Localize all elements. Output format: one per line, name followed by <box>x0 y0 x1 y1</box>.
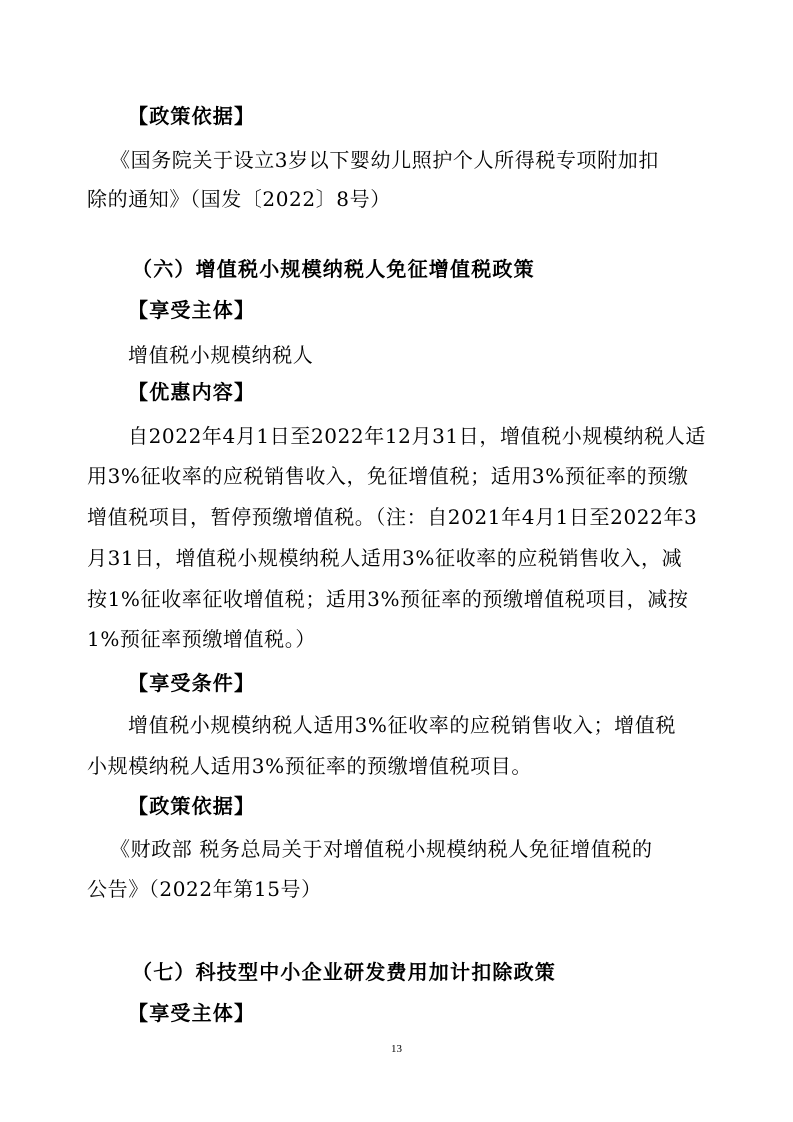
conditions-line-2: 小规模纳税人适用3%预征率的预缴增值税项目。 <box>87 754 532 778</box>
basis-heading: 【政策依据】 <box>128 794 256 818</box>
benefit-content-line-1: 自2022年4月1日至2022年12月31日，增值税小规模纳税人适 <box>128 424 706 448</box>
section-7-beneficiary-heading: 【享受主体】 <box>128 1001 256 1025</box>
policy-basis-heading: 【政策依据】 <box>128 104 256 128</box>
beneficiary-heading: 【享受主体】 <box>128 298 256 322</box>
benefit-content-line-2: 用3%征收率的应税销售收入，免征增值税；适用3%预征率的预缴 <box>87 464 689 488</box>
benefit-content-line-5: 按1%征收率征收增值税；适用3%预征率的预缴增值税项目，减按 <box>87 587 689 611</box>
policy-basis-text-line-2: 除的通知》（国发〔2022〕8号） <box>87 187 391 211</box>
benefit-content-line-6: 1%预征率预缴增值税。） <box>87 627 316 651</box>
benefit-content-heading: 【优惠内容】 <box>128 380 256 404</box>
page-number: 13 <box>391 1043 402 1055</box>
basis-line-2: 公告》（2022年第15号） <box>87 877 322 901</box>
basis-line-1: 《财政部 税务总局关于对增值税小规模纳税人免征增值税的 <box>110 837 653 861</box>
policy-basis-text-line-1: 《国务院关于设立3岁以下婴幼儿照护个人所得税专项附加扣 <box>110 148 659 172</box>
conditions-heading: 【享受条件】 <box>128 671 256 695</box>
section-7-title: （七）科技型中小企业研发费用加计扣除政策 <box>132 960 556 984</box>
benefit-content-line-4: 月31日，增值税小规模纳税人适用3%征收率的应税销售收入，减 <box>87 546 683 570</box>
benefit-content-line-3: 增值税项目，暂停预缴增值税。（注：自2021年4月1日至2022年3 <box>87 505 698 529</box>
section-6-title: （六）增值税小规模纳税人免征增值税政策 <box>132 257 535 281</box>
beneficiary-text: 增值税小规模纳税人 <box>128 343 314 367</box>
conditions-line-1: 增值税小规模纳税人适用3%征收率的应税销售收入；增值税 <box>128 713 676 737</box>
